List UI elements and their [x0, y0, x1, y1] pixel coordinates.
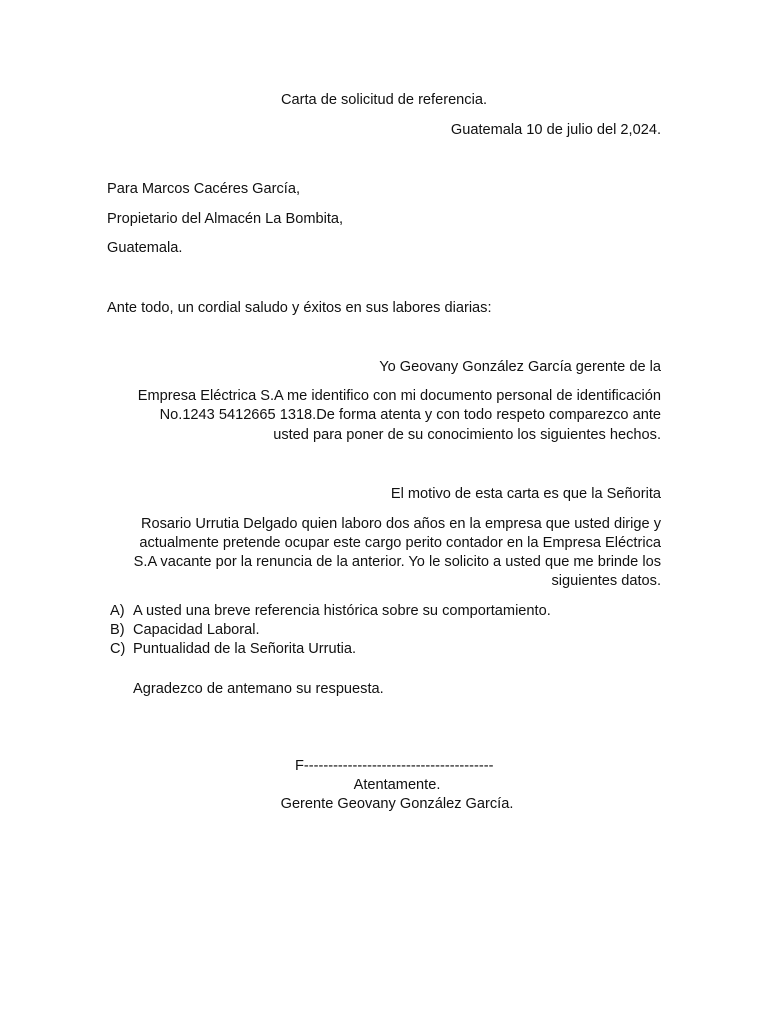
recipient-city: Guatemala.: [107, 240, 183, 256]
paragraph-line: siguientes datos.: [551, 573, 661, 589]
list-marker: A): [110, 603, 125, 619]
list-item: [110, 621, 260, 640]
paragraph-line: Rosario Urrutia Delgado quien laboro dos años en la empresa que usted dirige y: [140, 516, 661, 532]
paragraph-line: Empresa Eléctrica S.A me identifico con mi documento personal de identificación: [137, 388, 661, 404]
closing: Atentamente.: [353, 777, 441, 793]
date-line: Guatemala 10 de julio del 2,024.: [450, 122, 661, 138]
thanks-line: Agradezco de antemano su respuesta.: [133, 681, 384, 697]
letter-title: Carta de solicitud de referencia.: [280, 92, 488, 108]
list-item: [110, 602, 551, 621]
signer-name: Gerente Geovany González García.: [280, 796, 514, 812]
list-item-text: Puntualidad de la Señorita Urrutia.: [133, 641, 357, 657]
list-marker: C): [110, 641, 126, 657]
recipient-name: Para Marcos Cacéres García,: [107, 181, 301, 197]
list-marker: B): [110, 622, 125, 638]
list-item: [110, 640, 356, 659]
recipient-role: Propietario del Almacén La Bombita,: [107, 211, 344, 227]
paragraph-line: No.1243 5412665 1318.De forma atenta y con todo respeto comparezco ante: [159, 407, 661, 423]
paragraph-line: usted para poner de su conocimiento los siguientes hechos.: [273, 427, 661, 443]
list-item-text: Capacidad Laboral.: [133, 622, 260, 638]
paragraph-line: S.A vacante por la renuncia de la anterior. Yo le solicito a usted que me brinde los: [133, 554, 661, 570]
paragraph-lead: Yo Geovany González García gerente de la: [379, 359, 661, 375]
paragraph-line: actualmente pretende ocupar este cargo perito contador en la Empresa Eléctrica: [139, 535, 661, 551]
greeting: Ante todo, un cordial saludo y éxitos en sus labores diarias:: [107, 300, 492, 316]
list-item-text: A usted una breve referencia histórica sobre su comportamiento.: [133, 603, 551, 619]
signature-line: F---------------------------------------: [295, 758, 494, 774]
paragraph-lead: El motivo de esta carta es que la Señorita: [390, 486, 661, 502]
